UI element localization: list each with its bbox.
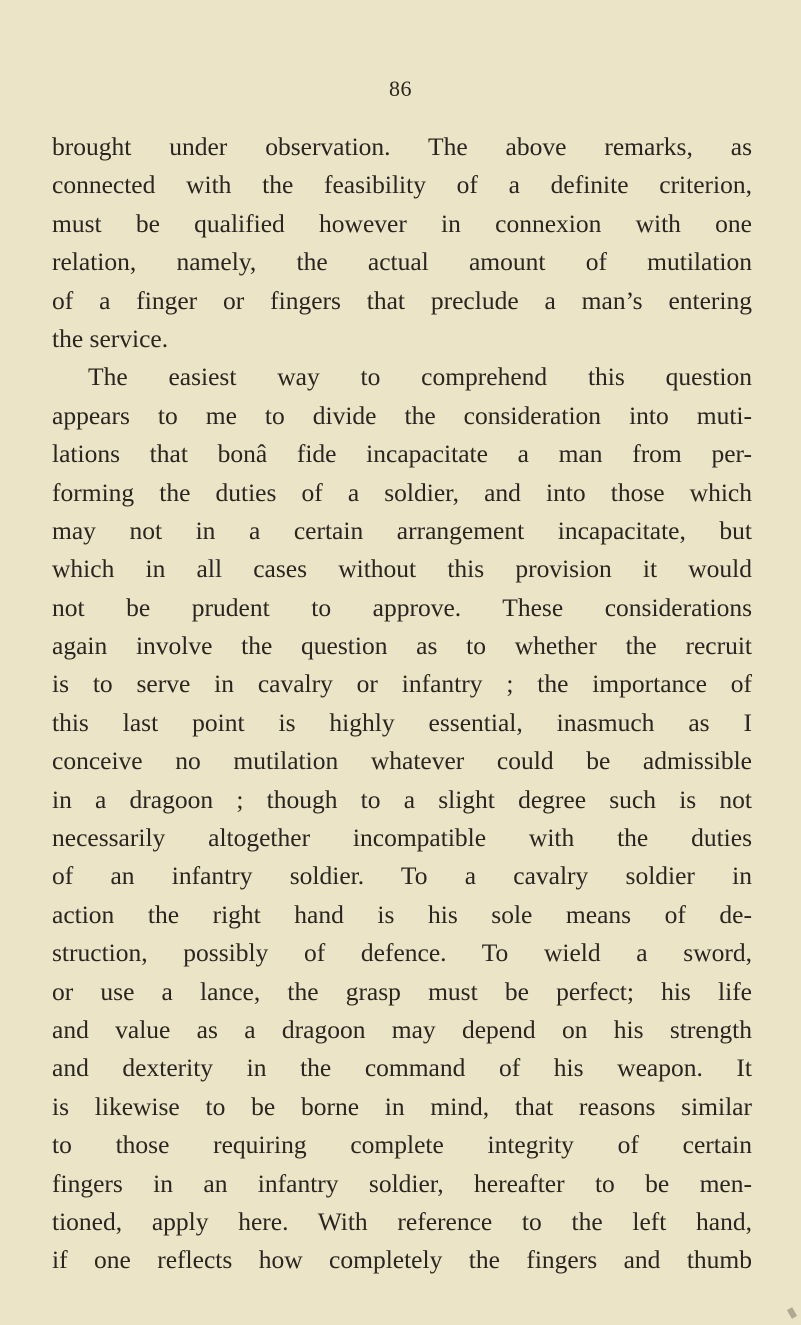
paper-speck	[787, 1307, 797, 1319]
text-line: in a dragoon ; though to a slight degree such is not	[52, 784, 752, 814]
text-line: is to serve in cavalry or infantry ; the importance of	[52, 669, 752, 699]
text-line: if one reflects how completely the fingers and thumb	[52, 1245, 752, 1275]
page-number: 86	[389, 76, 412, 101]
text-line: lations that bonâ fide incapacitate a man from per-	[52, 439, 752, 469]
text-line: not be prudent to approve. These considerations	[52, 592, 752, 622]
text-line: again involve the question as to whether the recruit	[52, 631, 752, 661]
text-line: forming the duties of a soldier, and into those which	[52, 477, 752, 507]
text-line: which in all cases without this provision it would	[52, 554, 752, 584]
text-line: conceive no mutilation whatever could be admissible	[52, 746, 752, 776]
text-line: must be qualified however in connexion with one	[52, 208, 752, 238]
text-line: action the right hand is his sole means of de-	[52, 899, 752, 929]
text-line: tioned, apply here. With reference to the left hand,	[52, 1206, 752, 1236]
text-line: brought under observation. The above remarks, as	[52, 132, 752, 161]
text-line: or use a lance, the grasp must be perfect; his life	[52, 976, 752, 1006]
text-line: and value as a dragoon may depend on his strength	[52, 1014, 752, 1044]
text-line: necessarily altogether incompatible with the duties	[52, 823, 752, 853]
text-line: connected with the feasibility of a definite criterion,	[52, 170, 752, 200]
text-line: to those requiring complete integrity of certain	[52, 1130, 752, 1160]
text-line: the service.	[52, 323, 169, 353]
text-line: is likewise to be borne in mind, that reasons similar	[52, 1091, 752, 1121]
body-text	[52, 128, 752, 1280]
text-line: may not in a certain arrangement incapacitate, but	[52, 515, 752, 545]
text-line: and dexterity in the command of his weapon. It	[52, 1053, 752, 1083]
text-line: this last point is highly essential, inasmuch as I	[52, 707, 752, 737]
text-line: appears to me to divide the consideration into muti-	[52, 400, 752, 430]
text-line: fingers in an infantry soldier, hereafter to be men-	[52, 1168, 752, 1198]
text-line: The easiest way to comprehend this question	[88, 362, 752, 392]
text-line: relation, namely, the actual amount of mutilation	[52, 247, 752, 277]
text-line: struction, possibly of defence. To wield a sword,	[52, 938, 752, 968]
text-line: of a finger or fingers that preclude a man’s entering	[52, 285, 752, 315]
text-line: of an infantry soldier. To a cavalry soldier in	[52, 861, 752, 891]
